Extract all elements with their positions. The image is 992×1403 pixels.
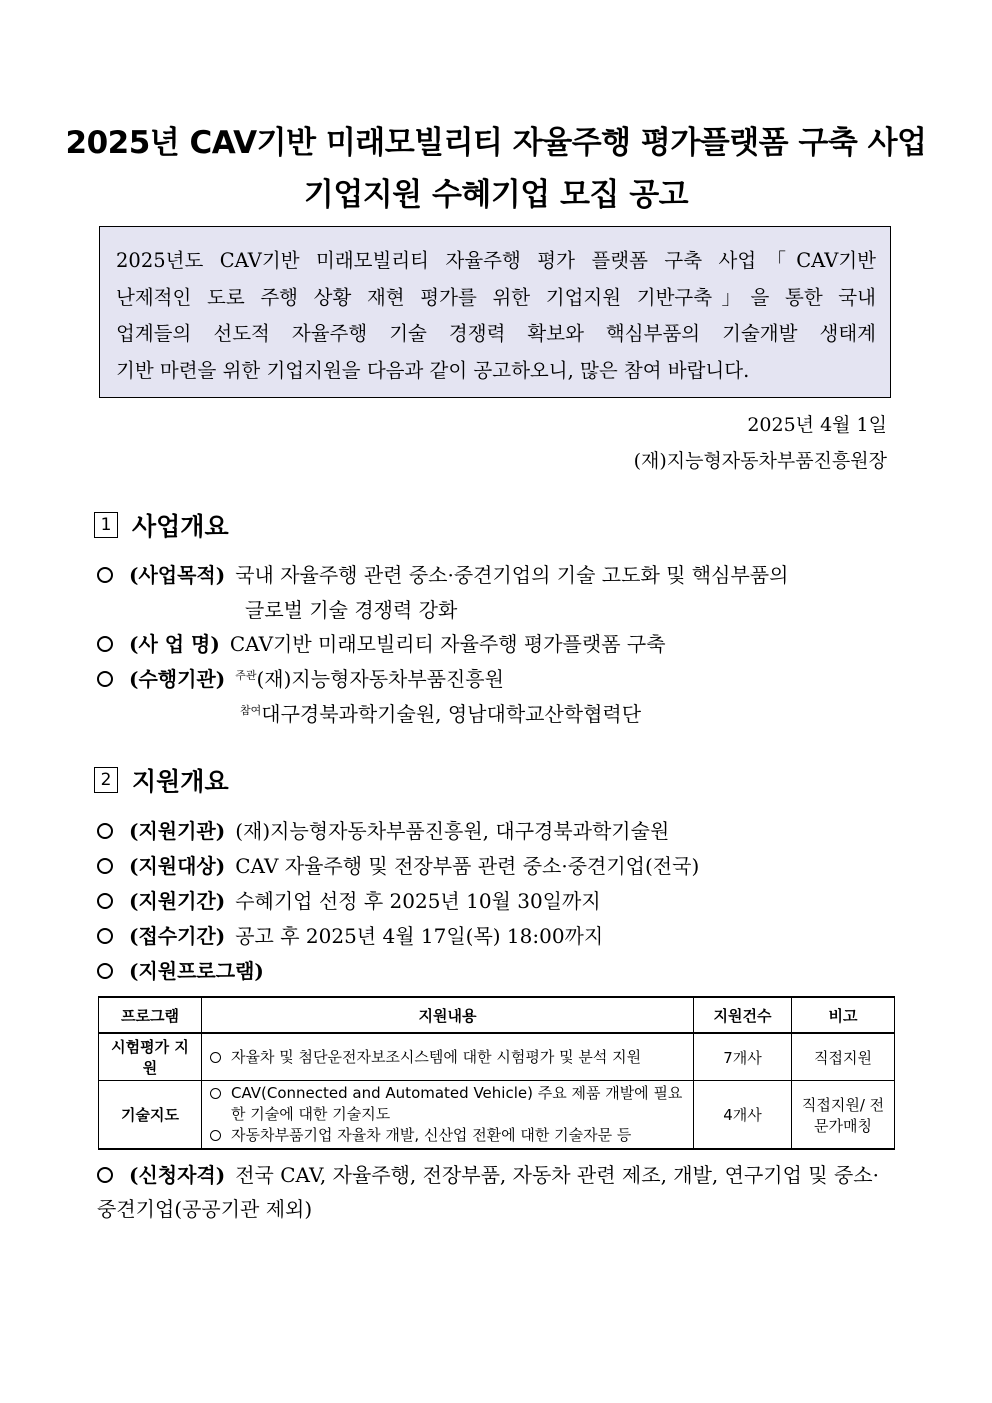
header-content: 지원내용 xyxy=(202,997,694,1033)
support-agency-value: (재)지능형자동차부품진흥원, 대구경북과학기술원 xyxy=(235,819,670,843)
receipt-period-item xyxy=(97,919,897,954)
project-name-item xyxy=(97,627,897,662)
section-heading-overview xyxy=(94,507,229,543)
intro-line: 업계들의 선도적 자율주행 기술 경쟁력 확보와 핵심부품의 기술개발 생태계 xyxy=(116,322,876,345)
support-program-label: (지원프로그램) xyxy=(129,959,264,983)
section-title: 지원개요 xyxy=(132,767,229,796)
cell-content xyxy=(202,1081,694,1150)
section-number: 1 xyxy=(94,512,118,538)
section-title: 사업개요 xyxy=(132,512,229,541)
page-title-line2: 기업지원 수혜기업 모집 공고 xyxy=(303,177,689,213)
announcement-date: 2025년 4월 1일 xyxy=(747,414,887,436)
table-row xyxy=(99,1033,895,1081)
table-header-row xyxy=(99,997,895,1033)
eligibility-label: (신청자격) xyxy=(129,1163,226,1187)
intro-line: 2025년도 CAV기반 미래모빌리티 자율주행 평가 플랫폼 구축 사업「CAV기반 xyxy=(116,249,876,272)
receipt-period-value: 공고 후 2025년 4월 17일(목) 18:00까지 xyxy=(235,924,604,948)
support-agency-item xyxy=(97,814,897,849)
circle-bullet-icon xyxy=(97,671,113,687)
circle-bullet-icon xyxy=(210,1052,221,1063)
table-row xyxy=(99,1081,895,1150)
cell-note: 직접지원 xyxy=(792,1033,895,1081)
project-name-label: (사 업 명) xyxy=(129,632,220,656)
executing-org-item xyxy=(97,662,897,697)
circle-bullet-icon xyxy=(97,1167,113,1183)
page-title-line1: 2025년 CAV기반 미래모빌리티 자율주행 평가플랫폼 구축 사업 xyxy=(65,125,927,161)
cell-count: 4개사 xyxy=(694,1081,792,1150)
circle-bullet-icon xyxy=(97,823,113,839)
header-note: 비고 xyxy=(792,997,895,1033)
eligibility-item xyxy=(97,1158,897,1226)
participant-org: 대구경북과학기술원, 영남대학교산학협력단 xyxy=(261,702,642,726)
issuer: (재)지능형자동차부품진흥원장 xyxy=(633,450,887,472)
project-name-value: CAV기반 미래모빌리티 자율주행 평가플랫폼 구축 xyxy=(229,632,666,656)
receipt-period-label: (접수기간) xyxy=(129,924,226,948)
support-program-table xyxy=(98,996,895,1150)
purpose-value-cont: 글로벌 기술 경쟁력 강화 xyxy=(245,598,458,622)
host-org: (재)지능형자동차부품진흥원 xyxy=(256,667,504,691)
section-number: 2 xyxy=(94,767,118,793)
header-program: 프로그램 xyxy=(99,997,202,1033)
eligibility-value: 전국 CAV, 자율주행, 전장부품, 자동차 관련 제조, 개발, 연구기업 및 중소·중견기업(공공기관 제외) xyxy=(97,1163,879,1221)
circle-bullet-icon xyxy=(97,567,113,583)
participant-tag: 참여 xyxy=(240,704,262,717)
support-period-item xyxy=(97,884,897,919)
support-agency-label: (지원기관) xyxy=(129,819,226,843)
header-count: 지원건수 xyxy=(694,997,792,1033)
executing-org-label: (수행기관) xyxy=(129,667,226,691)
circle-bullet-icon xyxy=(210,1130,221,1141)
cell-count: 7개사 xyxy=(694,1033,792,1081)
host-tag: 주관 xyxy=(235,669,257,682)
support-period-value: 수혜기업 선정 후 2025년 10월 30일까지 xyxy=(235,889,601,913)
intro-box xyxy=(99,226,891,398)
circle-bullet-icon xyxy=(210,1088,221,1099)
circle-bullet-icon xyxy=(97,893,113,909)
content-item: 자율차 및 첨단운전자보조시스템에 대한 시험평가 및 분석 지원 xyxy=(231,1047,642,1066)
circle-bullet-icon xyxy=(97,858,113,874)
cell-content xyxy=(202,1033,694,1081)
section-heading-support xyxy=(94,762,229,798)
circle-bullet-icon xyxy=(97,928,113,944)
cell-program: 시험평가 지원 xyxy=(99,1033,202,1081)
purpose-label: (사업목적) xyxy=(129,563,226,587)
purpose-value: 국내 자율주행 관련 중소·중견기업의 기술 고도화 및 핵심부품의 xyxy=(235,563,789,587)
content-item: CAV(Connected and Automated Vehicle) 주요 제품 개발에 필요한 기술에 대한 기술지도 xyxy=(231,1084,683,1123)
intro-line: 기반 마련을 위한 기업지원을 다음과 같이 공고하오니, 많은 참여 바랍니다. xyxy=(116,358,750,382)
support-period-label: (지원기간) xyxy=(129,889,226,913)
purpose-item xyxy=(97,558,897,593)
circle-bullet-icon xyxy=(97,636,113,652)
support-target-value: CAV 자율주행 및 전장부품 관련 중소·중견기업(전국) xyxy=(235,854,700,878)
support-target-item xyxy=(97,849,897,884)
cell-program: 기술지도 xyxy=(99,1081,202,1150)
support-program-item xyxy=(97,954,897,989)
participant-org-line xyxy=(240,697,641,732)
circle-bullet-icon xyxy=(97,963,113,979)
intro-line: 난제적인 도로 주행 상황 재현 평가를 위한 기업지원 기반구축」을 통한 국내 xyxy=(116,285,876,309)
cell-note: 직접지원/ 전문가매칭 xyxy=(792,1081,895,1150)
support-target-label: (지원대상) xyxy=(129,854,226,878)
content-item: 자동차부품기업 자율차 개발, 신산업 전환에 대한 기술자문 등 xyxy=(231,1126,632,1144)
